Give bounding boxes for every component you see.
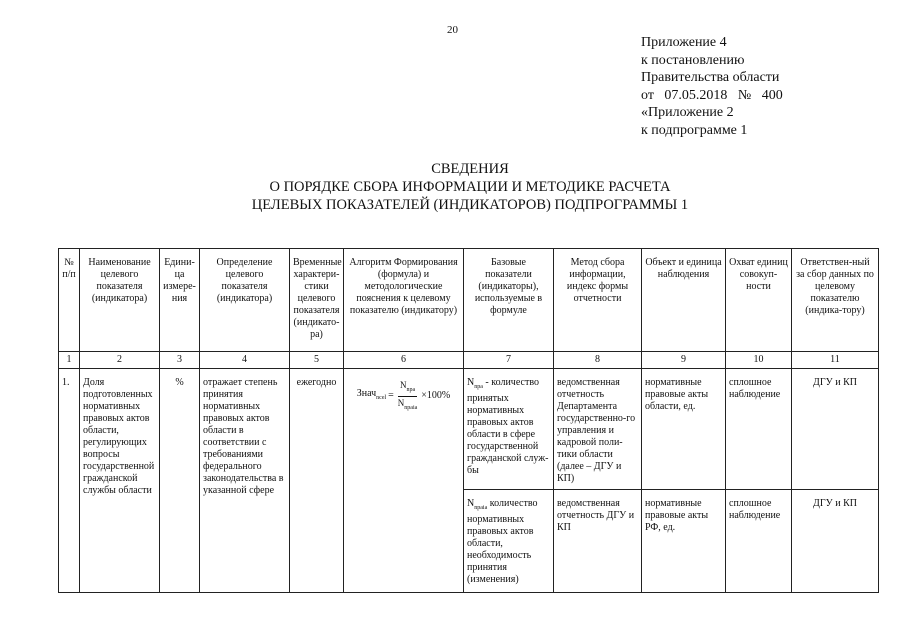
column-number: 8: [554, 352, 642, 369]
observation-object: нормативные правовые акты области, ед.: [642, 369, 726, 490]
header-cell: Алгоритм Формирования (формула) и методологические пояснения к целевому показателю (индикатору): [344, 249, 464, 352]
base-indicator: [464, 369, 554, 490]
indicator-name: Доля подготовленных нормативных правовых актов области, регулирующих вопросы государственной гражданской службы области: [80, 369, 160, 593]
page-number: 20: [447, 24, 458, 36]
formula-denominator: [396, 397, 420, 414]
header-cell: Базовые показатели (индикаторы), используемые в формуле: [464, 249, 554, 352]
indicator-definition: отражает степень принятия нормативных правовых актов области в соответствии с требованиями федерального законодательства в указанной сфере: [200, 369, 290, 593]
indicator-time: ежегодно: [290, 369, 344, 593]
header-cell: Определение целевого показателя (индикатора): [200, 249, 290, 352]
column-number: 9: [642, 352, 726, 369]
appendix-line: к постановлению: [641, 52, 745, 68]
title-line: ЦЕЛЕВЫХ ПОКАЗАТЕЛЕЙ (ИНДИКАТОРОВ) ПОДПРОГРАММЫ 1: [251, 197, 689, 213]
header-cell: Метод сбора информации, индекс формы отчетности: [554, 249, 642, 352]
appendix-line: Приложение 4: [641, 35, 727, 50]
formula-lhs-sub: ncel: [376, 395, 387, 402]
header-cell: Временные характери-стики целевого показателя (индикато-ра): [290, 249, 344, 352]
appendix-line: от 07.05.2018 № 400: [641, 87, 783, 103]
responsible: ДГУ и КП: [792, 369, 879, 490]
column-number: 4: [200, 352, 290, 369]
header-cell: Объект и единица наблюдения: [642, 249, 726, 352]
header-cell: Охват единиц совокуп-ности: [726, 249, 792, 352]
base-symbol-sub: npa: [474, 384, 483, 390]
formula-numerator: [398, 379, 417, 397]
indicator-formula: [344, 369, 464, 593]
formula-denominator-text: N: [397, 397, 405, 408]
title-line: О ПОРЯДКЕ СБОРА ИНФОРМАЦИИ И МЕТОДИКЕ РАСЧЕТА: [269, 179, 671, 195]
appendix-block: [641, 34, 783, 139]
coverage: сплошное наблюдение: [726, 369, 792, 490]
formula-denominator-sub: npaia: [404, 404, 418, 411]
appendix-line: Правительства области: [641, 70, 780, 85]
table-row: [59, 369, 879, 490]
collection-method: ведомственная отчетность Департамента государственно-го управления и кадровой поли-тики области (далее – ДГУ и КП): [554, 369, 642, 490]
column-number: 10: [726, 352, 792, 369]
column-number: 2: [80, 352, 160, 369]
formula-numerator-text: N: [399, 380, 407, 390]
base-symbol: N: [467, 377, 475, 388]
formula-lhs: [357, 388, 386, 404]
observation-object: нормативные правовые акты РФ, ед.: [642, 490, 726, 593]
appendix-line: к подпрограмме 1: [641, 122, 748, 138]
table-header-row: [59, 249, 879, 352]
header-cell: Ответствен-ный за сбор данных по целевому показателю (индика-тору): [792, 249, 879, 352]
base-indicator: [464, 490, 554, 593]
title-line: СВЕДЕНИЯ: [431, 161, 509, 177]
base-symbol-sub: npaia: [474, 505, 488, 511]
base-symbol: N: [467, 498, 475, 509]
header-cell: Наименование целевого показателя (индикатора): [80, 249, 160, 352]
formula-equals: =: [388, 390, 394, 402]
formula-fraction: [396, 379, 420, 414]
column-number: 11: [792, 352, 879, 369]
base-text: количество нормативных правовых актов области, необходимость принятия (изменения): [467, 498, 538, 585]
column-number: 1: [59, 352, 80, 369]
column-number: 3: [160, 352, 200, 369]
document-title: [0, 160, 905, 214]
formula-times: ×100%: [421, 390, 451, 402]
appendix-line: «Приложение 2: [641, 105, 734, 120]
formula-lhs-text: Знач: [356, 388, 377, 400]
responsible: ДГУ и КП: [792, 490, 879, 593]
column-number: 5: [290, 352, 344, 369]
collection-method: ведомственная отчетность ДГУ и КП: [554, 490, 642, 593]
coverage: сплошное наблюдение: [726, 490, 792, 593]
formula: [347, 379, 460, 414]
row-number: 1.: [59, 369, 80, 593]
base-text: - количество принятых нормативных правовых актов области в сфере государственной гражданской служ-бы: [467, 377, 549, 476]
indicator-unit: %: [160, 369, 200, 593]
indicators-table: [58, 248, 879, 593]
formula-numerator-sub: npa: [406, 386, 416, 393]
column-number: 7: [464, 352, 554, 369]
column-number: 6: [344, 352, 464, 369]
header-cell: № п/п: [59, 249, 80, 352]
column-numbers-row: [59, 352, 879, 369]
header-cell: Едини-ца измере-ния: [160, 249, 200, 352]
